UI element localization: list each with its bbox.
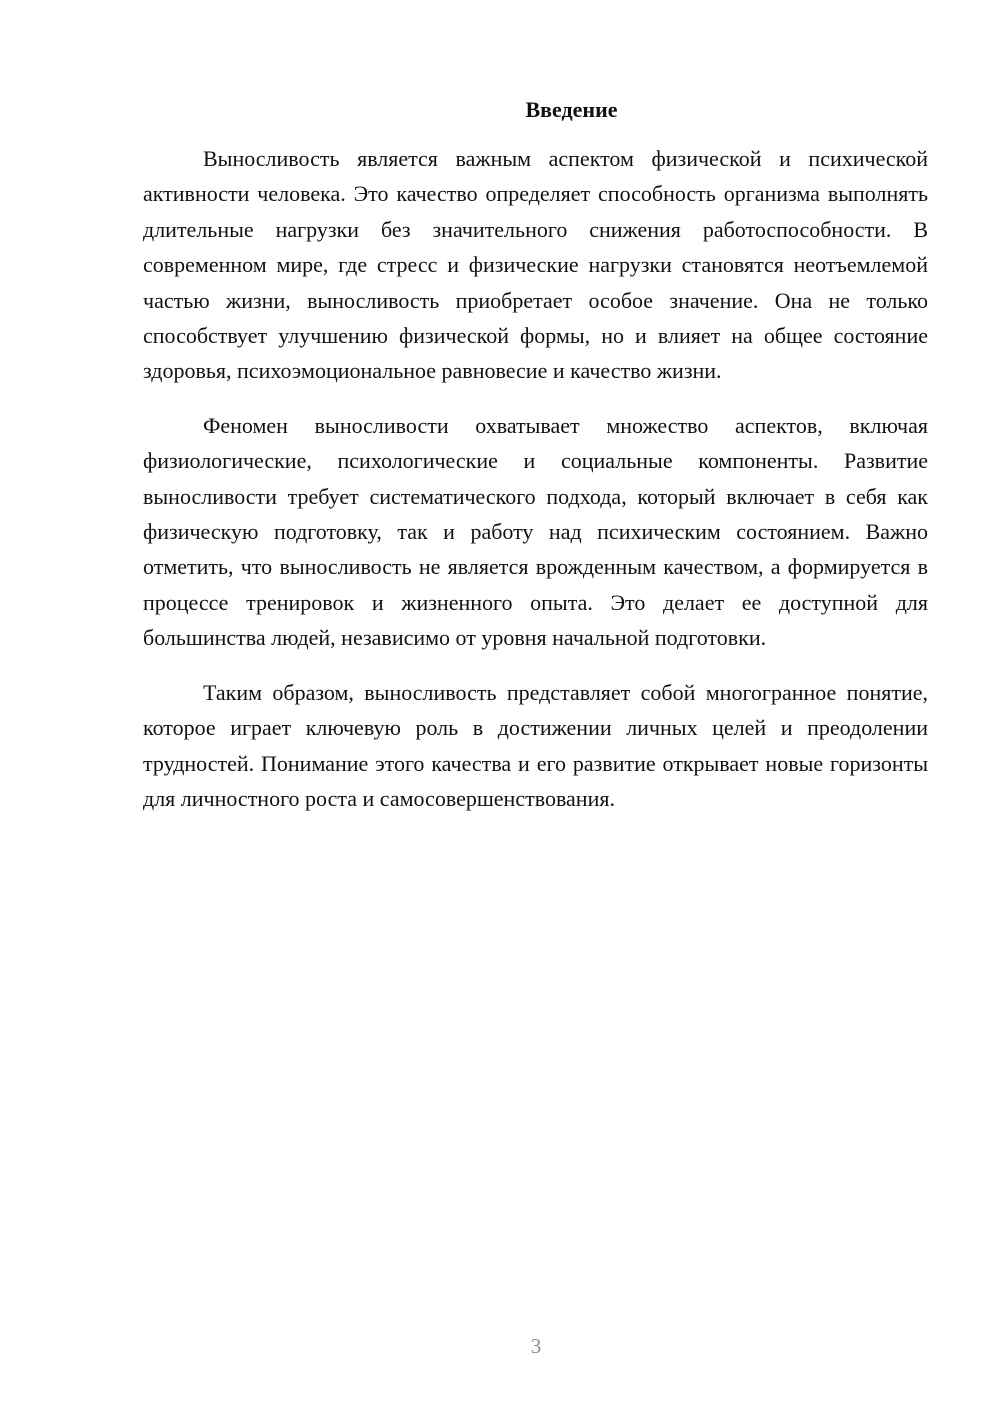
paragraph-1: Выносливость является важным аспектом физической и психической активности человека. Это качество определяет способность организма выполнять длительные нагрузки без значительного снижения работоспособности. В современном мире, где стресс и физические нагрузки становятся неотъемлемой частью жизни, выносливость приобретает особое значение. Она не только способствует улучшению физической формы, но и влияет на общее состояние здоровья, психоэмоциональное равновесие и качество жизни. bbox=[143, 146, 928, 384]
paragraph-2: Феномен выносливости охватывает множество аспектов, включая физиологические, психологические и социальные компоненты. Развитие выносливости требует систематического подхода, который включает в себя как физическую подготовку, так и работу над психическим состоянием. Важно отметить, что выносливость не является врожденным качеством, а формируется в процессе тренировок и жизненного опыта. Это делает ее доступной для большинства людей, независимо от уровня начальной подготовки. bbox=[143, 412, 928, 651]
paragraph-3: Таким образом, выносливость представляет собой многогранное понятие, которое играет ключевую роль в достижении личных целей и преодолении трудностей. Понимание этого качества и его развитие открывает новые горизонты для личностного роста и самосовершенствования. bbox=[143, 679, 928, 811]
section-heading-text: Введение bbox=[525, 97, 618, 122]
section-heading bbox=[143, 95, 928, 141]
page-number: 3 bbox=[530, 1334, 542, 1358]
page-content bbox=[143, 95, 928, 835]
